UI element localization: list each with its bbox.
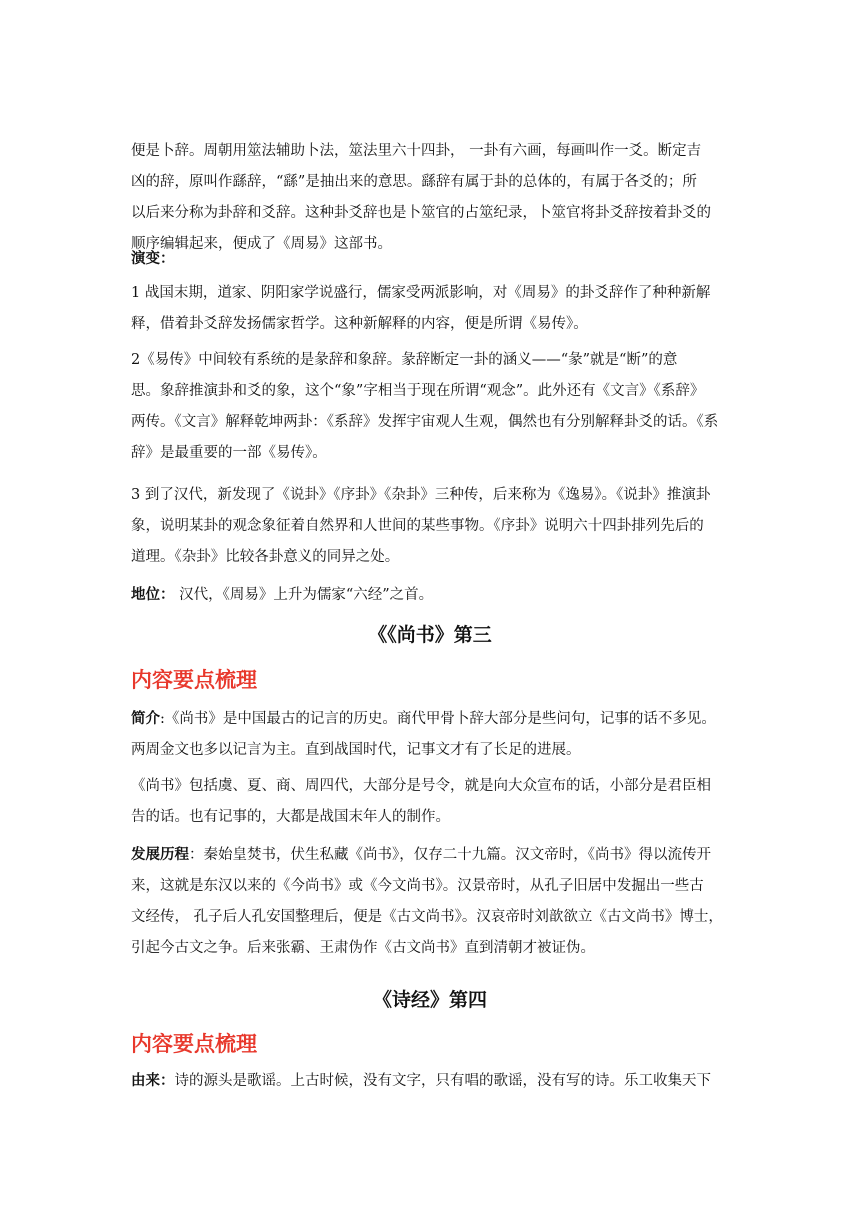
evolution-point-3 xyxy=(131,480,731,573)
status-text: 汉代，《周易》上升为儒家“六经”之首。 xyxy=(174,587,434,603)
shangshu-intro xyxy=(131,704,731,766)
text-line: 1 战国末期，道家、阴阳家学说盛行，儒家受两派影响，对《周易》的卦爻辞作了种种新解 xyxy=(131,285,711,301)
evolution-label: 演变： xyxy=(131,251,175,267)
text-line: 来，这就是东汉以来的《今尚书》或《今文尚书》。汉景帝时，从孔子旧居中发掘出一些古 xyxy=(131,878,704,894)
text-line: 引起今古文之争。后来张霸、王肃伪作《古文尚书》直到清朝才被证伪。 xyxy=(131,940,595,956)
text-line: 以后来分称为卦辞和爻辞。这种卦爻辞也是卜筮官的占筮纪录，卜筮官将卦爻辞按着卦爻的 xyxy=(131,205,711,221)
shangshu-content xyxy=(131,771,731,833)
section-subtitle: 内容要点梳理 xyxy=(131,1032,257,1056)
text-fragment: :《尚书》是中国最古的记言的历史。商代甲骨卜辞大部分是些问句，记事的话不多见。 xyxy=(160,711,716,727)
text-line: 道理。《杂卦》比较各卦意义的同异之处。 xyxy=(131,549,400,565)
origin-label: 由来： xyxy=(131,1073,175,1089)
section-title-shijing: 《诗经》第四 xyxy=(372,989,487,1011)
history-label: 发展历程 xyxy=(131,847,189,863)
text-line: 文经传， 孔子后人孔安国整理后，便是《古文尚书》。汉哀帝时刘歆欲立《古文尚书》博士， xyxy=(131,909,723,925)
text-line: 象，说明某卦的观念象征着自然界和人世间的某些事物。《序卦》说明六十四卦排列先后的 xyxy=(131,518,704,534)
shijing-origin xyxy=(131,1066,731,1097)
status-paragraph xyxy=(131,580,731,611)
text-line: 3 到了汉代，新发现了《说卦》《序卦》《杂卦》三种传，后来称为《逸易》。《说卦》推演卦 xyxy=(131,487,711,503)
text-line: 顺序编辑起来，便成了《周易》这部书。 xyxy=(131,236,392,252)
section-title-shangshu: 《《尚书》第三 xyxy=(368,624,492,646)
text-line: 思。象辞推演卦和爻的象，这个“象”字相当于现在所谓“观念”。此外还有《文言》《系辞》 xyxy=(131,383,705,399)
text-fragment: 诗的源头是歌谣。上古时候，没有文字，只有唱的歌谣，没有写的诗。乐工收集天下 xyxy=(174,1073,711,1089)
text-line: 释，借着卦爻辞发扬儒家哲学。这种新解释的内容，便是所谓《易传》。 xyxy=(131,316,588,332)
evolution-heading xyxy=(131,244,731,275)
text-line: 两传。《文言》解释乾坤两卦：《系辞》发挥宇宙观人生观，偶然也有分别解释卦爻的话。《系 xyxy=(131,414,719,430)
text-line: 凶的辞，原叫作繇辞，“繇”是抽出来的意思。繇辞有属于卦的总体的，有属于各爻的；所 xyxy=(131,174,697,190)
section-subtitle: 内容要点梳理 xyxy=(131,668,257,692)
text-line: 《尚书》包括虞、夏、商、周四代，大部分是号令，就是向大众宣布的话，小部分是君臣相 xyxy=(131,778,711,794)
text-line: 两周金文也多以记言为主。直到战国时代，记事文才有了长足的进展。 xyxy=(131,742,581,758)
text-line: 告的话。也有记事的，大都是战国末年人的制作。 xyxy=(131,809,450,825)
intro-paragraph xyxy=(131,136,731,260)
status-label: 地位： xyxy=(131,587,175,603)
shangshu-history xyxy=(131,840,731,964)
text-line: 2《易传》中间较有系统的是彖辞和象辞。彖辞断定一卦的涵义——“彖”就是“断”的意 xyxy=(131,352,678,368)
text-line: 辞》是最重要的一部《易传》。 xyxy=(131,445,327,461)
text-line: 便是卜辞。周朝用筮法辅助卜法，筮法里六十四卦， 一卦有六画，每画叫作一爻。断定吉 xyxy=(131,143,702,159)
intro-label: 简介 xyxy=(131,711,160,727)
evolution-point-2 xyxy=(131,345,731,469)
evolution-point-1 xyxy=(131,278,731,340)
text-fragment: ：秦始皇焚书，伏生私藏《尚书》，仅存二十九篇。汉文帝时，《尚书》得以流传开 xyxy=(189,847,711,863)
